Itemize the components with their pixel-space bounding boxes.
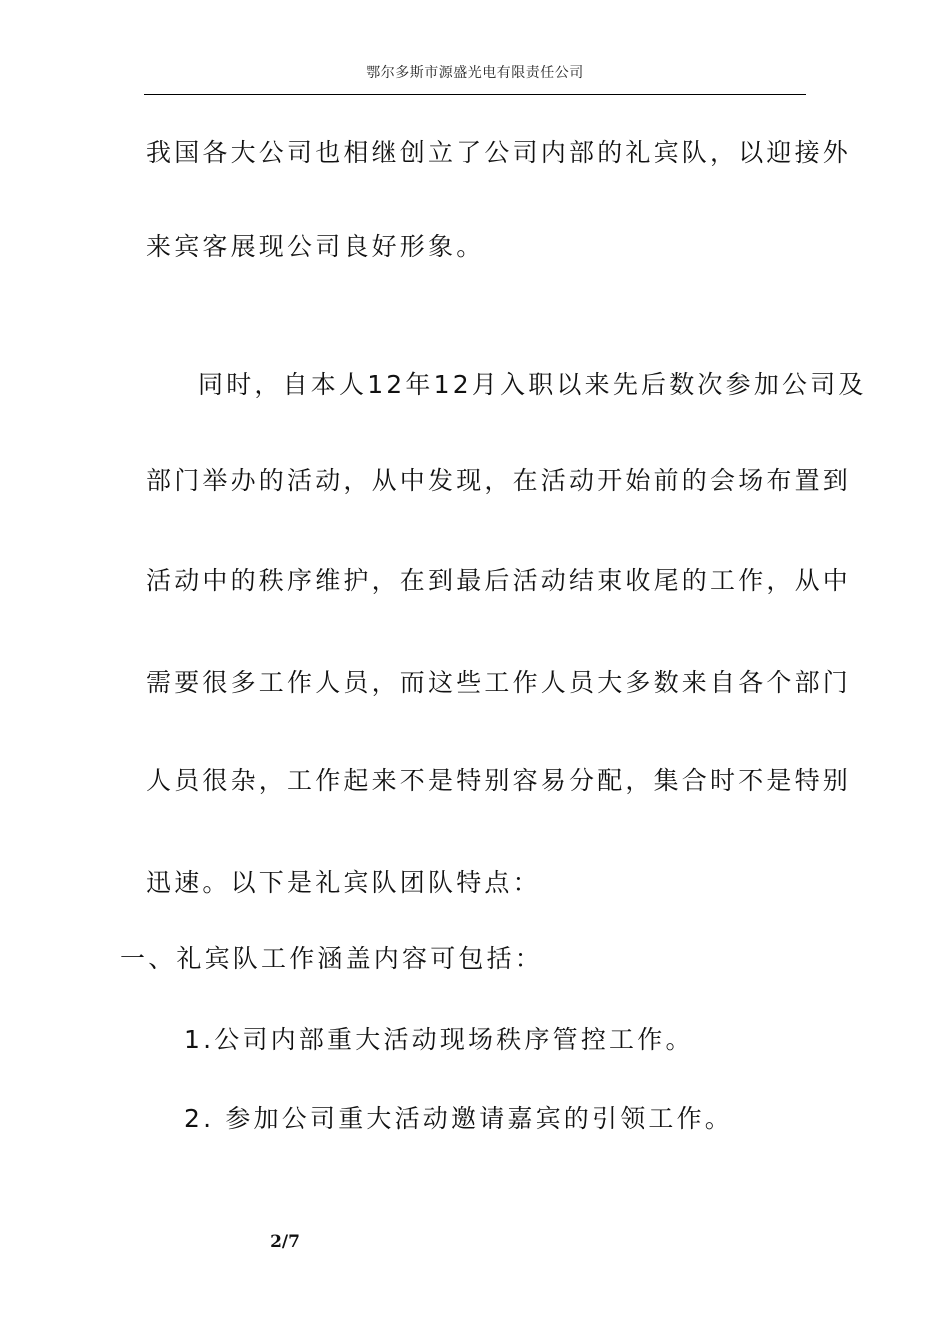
list-item-2: 2. 参加公司重大活动邀请嘉宾的引领工作。: [184, 1104, 734, 1133]
list-item-1: 1.公司内部重大活动现场秩序管控工作。: [184, 1025, 694, 1054]
body-line-5: 活动中的秩序维护，在到最后活动结束收尾的工作，从中: [146, 566, 852, 595]
body-line-1: 我国各大公司也相继创立了公司内部的礼宾队，以迎接外: [146, 138, 852, 167]
body-line-8: 迅速。以下是礼宾队团队特点：: [146, 868, 541, 897]
body-line-7: 人员很杂，工作起来不是特别容易分配，集合时不是特别: [146, 766, 852, 795]
page-number: 2/7: [270, 1232, 300, 1252]
section-heading: 一、礼宾队工作涵盖内容可包括：: [120, 944, 544, 973]
body-line-3: 同时，自本人12年12月入职以来先后数次参加公司及: [198, 370, 867, 399]
page-header-company: 鄂尔多斯市源盛光电有限责任公司: [366, 65, 584, 81]
body-line-4: 部门举办的活动，从中发现，在活动开始前的会场布置到: [146, 466, 852, 495]
body-line-2: 来宾客展现公司良好形象。: [146, 232, 485, 261]
header-divider: [144, 94, 806, 95]
body-line-6: 需要很多工作人员，而这些工作人员大多数来自各个部门: [146, 668, 852, 697]
